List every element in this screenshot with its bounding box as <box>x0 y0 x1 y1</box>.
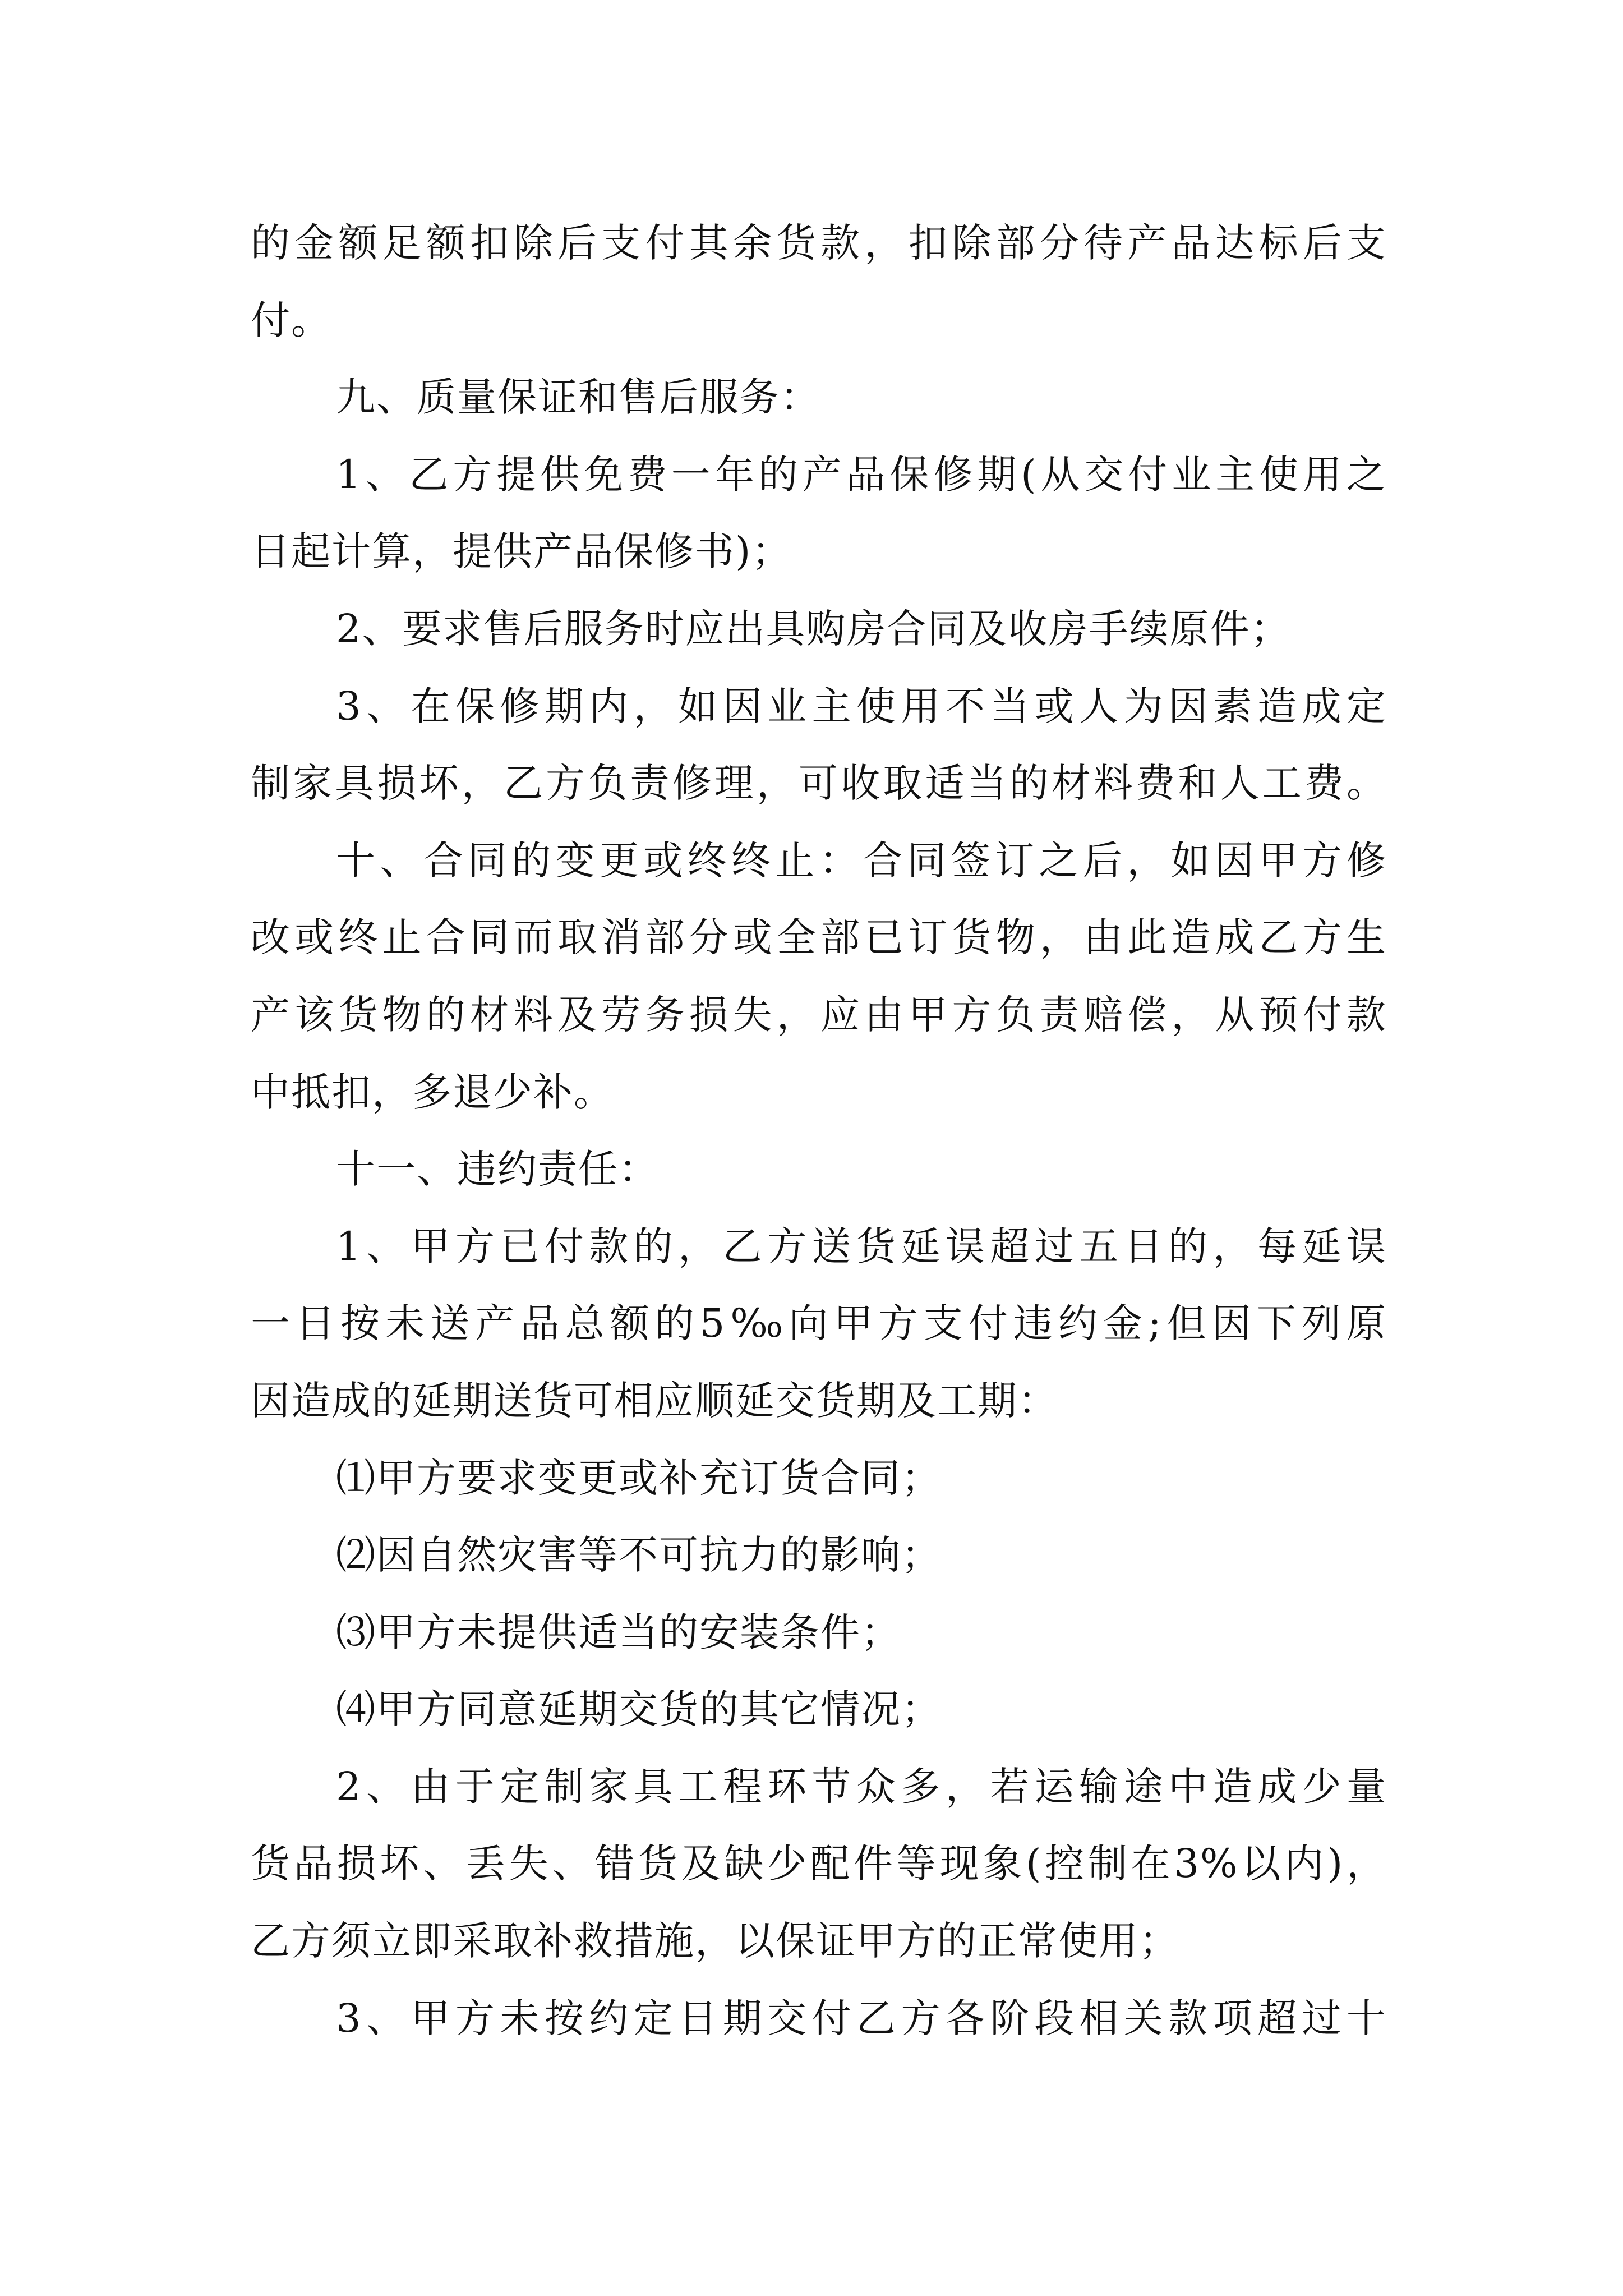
document-body <box>251 205 1387 2057</box>
paragraph <box>251 1980 1387 2058</box>
paragraph <box>251 1208 1387 1440</box>
paragraph-line: ⑵因自然灾害等不可抗力的影响； <box>336 1532 942 1579</box>
paragraph-line: 2、由于定制家具工程环节众多，若运输途中造成少量 <box>336 1763 1387 1810</box>
section-heading <box>251 1131 1387 1208</box>
paragraph-line: 十一、违约责任： <box>336 1146 659 1193</box>
paragraph-line: 十、合同的变更或终终止：合同签订之后，如因甲方修 <box>336 837 1387 884</box>
paragraph-line: 日起计算，提供产品保修书)； <box>251 528 792 575</box>
paragraph-line: 一日按未送产品总额的5‰向甲方支付违约金;但因下列原 <box>251 1300 1387 1347</box>
list-item <box>251 1440 1387 1517</box>
paragraph-line: 制家具损坏，乙方负责修理，可收取适当的材料费和人工费。 <box>251 760 1387 807</box>
paragraph-line: 因造成的延期送货可相应顺延交货期及工期： <box>251 1377 1058 1424</box>
paragraph-line: 付。 <box>251 297 331 343</box>
paragraph <box>251 591 1387 668</box>
paragraph-line: ⑶甲方未提供适当的安装条件； <box>336 1609 901 1655</box>
paragraph-line: 1、甲方已付款的，乙方送货延误超过五日的，每延误 <box>336 1223 1387 1269</box>
paragraph-line: 九、质量保证和售后服务： <box>336 374 820 421</box>
list-item <box>251 1517 1387 1594</box>
paragraph-line: 的金额足额扣除后支付其余货款，扣除部分待产品达标后支 <box>251 220 1387 266</box>
paragraph <box>251 1749 1387 1980</box>
paragraph <box>251 436 1387 591</box>
paragraph-line: 中抵扣，多退少补。 <box>251 1069 614 1115</box>
paragraph-line: 3、在保修期内，如因业主使用不当或人为因素造成定 <box>336 683 1387 729</box>
paragraph <box>251 668 1387 822</box>
paragraph <box>251 205 1387 359</box>
paragraph-line: 货品损坏、丢失、错货及缺少配件等现象(控制在3%以内)， <box>251 1841 1387 1887</box>
paragraph-line: ⑴甲方要求变更或补充订货合同； <box>336 1455 942 1501</box>
paragraph-line: 乙方须立即采取补救措施，以保证甲方的正常使用； <box>251 1918 1179 1964</box>
paragraph-line: 产该货物的材料及劳务损失，应由甲方负责赔偿，从预付款 <box>251 991 1387 1038</box>
list-item <box>251 1594 1387 1672</box>
paragraph-line: 1、乙方提供免费一年的产品保修期(从交付业主使用之 <box>336 451 1387 498</box>
paragraph-line: 2、要求售后服务时应出具购房合同及收房手续原件； <box>336 605 1291 652</box>
paragraph-line: 3、甲方未按约定日期交付乙方各阶段相关款项超过十 <box>336 1995 1387 2041</box>
paragraph-line: ⑷甲方同意延期交货的其它情况； <box>336 1686 942 1733</box>
paragraph <box>251 822 1387 1131</box>
paragraph-line: 改或终止合同而取消部分或全部已订货物，由此造成乙方生 <box>251 914 1387 961</box>
section-heading <box>251 359 1387 436</box>
list-item <box>251 1671 1387 1749</box>
